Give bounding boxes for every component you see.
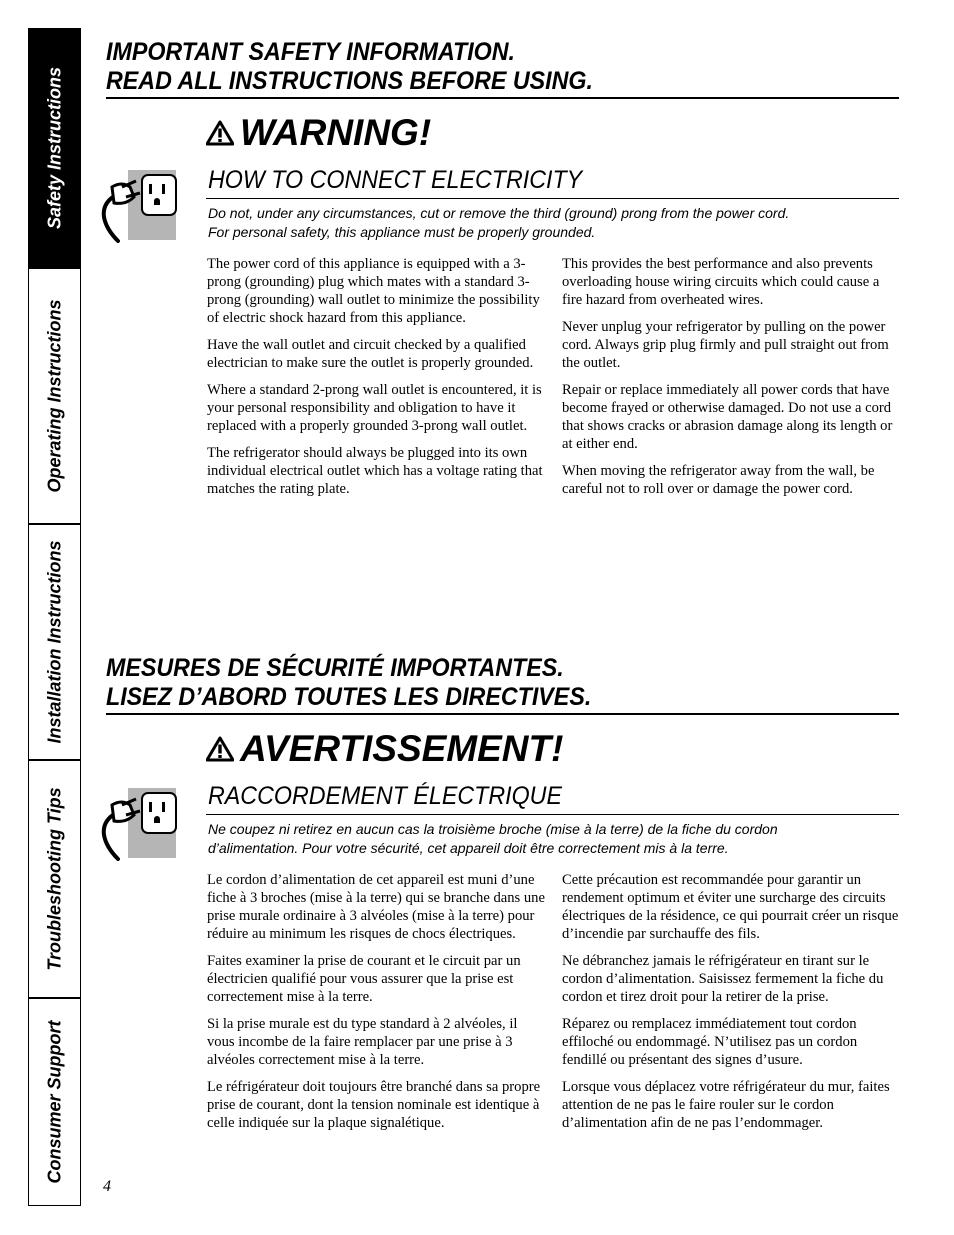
paragraph: Have the wall outlet and circuit checked by a qualified electrician to make sure the outlet is properly grounded. bbox=[207, 337, 534, 371]
paragraph: Never unplug your refrigerator by pulling on the power cord. Always grip plug firmly and pull straight out from the outlet. bbox=[562, 319, 889, 371]
lead-line: Ne coupez ni retirez en aucun cas la troisième broche (mise à la terre) de la fiche du cordon bbox=[208, 821, 778, 837]
english-heading bbox=[106, 38, 843, 96]
divider bbox=[106, 713, 899, 715]
heading-line: IMPORTANT SAFETY INFORMATION. bbox=[106, 38, 516, 66]
french-column-2 bbox=[562, 871, 900, 1141]
plug-outlet-icon bbox=[96, 783, 178, 861]
lead-warning-text bbox=[208, 204, 898, 242]
paragraph: This provides the best performance and also prevents overloading house wiring circuits which could cause a fire hazard from overheated wires. bbox=[562, 256, 880, 308]
subheading: HOW TO CONNECT ELECTRICITY bbox=[208, 166, 583, 194]
paragraph: Faites examiner la prise de courant et le circuit par un électricien qualifié pour vous assurer que la prise est correctement mise à la terre. bbox=[207, 953, 521, 1005]
divider bbox=[206, 814, 899, 815]
warning-text: AVERTISSEMENT! bbox=[240, 728, 564, 769]
paragraph: Ne débranchez jamais le réfrigérateur en tirant sur le cordon d’alimentation. Saisissez fermement la fiche du cordon et tirez droit pour la retirer de la prise. bbox=[562, 953, 884, 1005]
lead-line: Do not, under any circumstances, cut or remove the third (ground) prong from the power cord. bbox=[208, 205, 790, 221]
paragraph: Réparez ou remplacez immédiatement tout cordon effiloché ou endommagé. N’utilisez pas un cordon fendillé ou présentant des signes d’usure. bbox=[562, 1016, 858, 1068]
warning-title bbox=[206, 113, 431, 153]
lead-line: d’alimentation. Pour votre sécurité, cet appareil doit être correctement mis à la terre. bbox=[208, 840, 729, 856]
english-column-1 bbox=[207, 255, 545, 507]
warning-title bbox=[206, 729, 563, 769]
warning-triangle-icon bbox=[206, 120, 234, 146]
lead-line: For personal safety, this appliance must be properly grounded. bbox=[208, 224, 596, 240]
warning-text: WARNING! bbox=[240, 112, 432, 153]
divider bbox=[106, 97, 899, 99]
paragraph: Le cordon d’alimentation de cet appareil est muni d’une fiche à 3 broches (mise à la terre) qui se branche dans une prise murale ordinaire à 3 alvéoles (mise à la terre) pour réduire au minimum les risques de chocs électriques. bbox=[207, 872, 545, 942]
heading-line: MESURES DE SÉCURITÉ IMPORTANTES. bbox=[106, 654, 564, 682]
tab-troubleshooting-tips[interactable] bbox=[28, 760, 81, 998]
heading-line: READ ALL INSTRUCTIONS BEFORE USING. bbox=[106, 67, 593, 95]
paragraph: Where a standard 2-prong wall outlet is encountered, it is your personal responsibility and obligation to have it replaced with a properly grounded 3-prong wall outlet. bbox=[207, 382, 542, 434]
paragraph: The power cord of this appliance is equipped with a 3-prong (grounding) plug which mates with a standard 3-prong (grounding) wall outlet to minimize the possibility of electric shock hazard from this appliance. bbox=[207, 256, 540, 326]
tab-label: Installation Instructions bbox=[44, 540, 64, 744]
paragraph: Repair or replace immediately all power cords that have become frayed or otherwise damaged. Do not use a cord that shows cracks or abrasion damage along its length or at either end. bbox=[562, 382, 893, 452]
tab-label: Consumer Support bbox=[44, 1020, 64, 1184]
french-column-1 bbox=[207, 871, 545, 1141]
tab-operating-instructions[interactable] bbox=[28, 268, 81, 524]
paragraph: When moving the refrigerator away from the wall, be careful not to roll over or damage the power cord. bbox=[562, 463, 875, 497]
paragraph: Si la prise murale est du type standard à 2 alvéoles, il vous incombe de la faire remplacer par une prise à 3 alvéoles correctement mise à la terre. bbox=[207, 1016, 518, 1068]
english-column-2 bbox=[562, 255, 900, 507]
subheading: RACCORDEMENT ÉLECTRIQUE bbox=[208, 782, 562, 810]
paragraph: Lorsque vous déplacez votre réfrigérateur du mur, faites attention de ne pas le faire rouler sur le cordon d’alimentation afin de ne pas l’endommager. bbox=[562, 1079, 890, 1131]
heading-line: LISEZ D’ABORD TOUTES LES DIRECTIVES. bbox=[106, 683, 592, 711]
paragraph: Cette précaution est recommandée pour garantir un rendement optimum et éviter une surcharge des circuits électriques de la résidence, ce qui pourrait créer un risque d’incendie par surchauffe des fils. bbox=[562, 872, 899, 942]
tab-label: Troubleshooting Tips bbox=[44, 787, 64, 971]
tab-installation-instructions[interactable] bbox=[28, 524, 81, 760]
page-number: 4 bbox=[103, 1178, 111, 1195]
plug-outlet-icon bbox=[96, 165, 178, 243]
paragraph: The refrigerator should always be plugged into its own individual electrical outlet which has a voltage rating that matches the rating plate. bbox=[207, 445, 543, 497]
tab-label: Safety Instructions bbox=[44, 66, 64, 230]
paragraph: Le réfrigérateur doit toujours être branché dans sa propre prise de courant, dont la tension nominale est identique à celle indiquée sur la plaque signalétique. bbox=[207, 1079, 541, 1131]
french-heading bbox=[106, 654, 843, 712]
lead-warning-text bbox=[208, 820, 898, 858]
tab-label: Operating Instructions bbox=[44, 299, 64, 493]
section-tabs bbox=[28, 28, 83, 1206]
tab-consumer-support[interactable] bbox=[28, 998, 81, 1206]
divider bbox=[206, 198, 899, 199]
warning-triangle-icon bbox=[206, 736, 234, 762]
tab-safety-instructions[interactable] bbox=[28, 28, 81, 268]
